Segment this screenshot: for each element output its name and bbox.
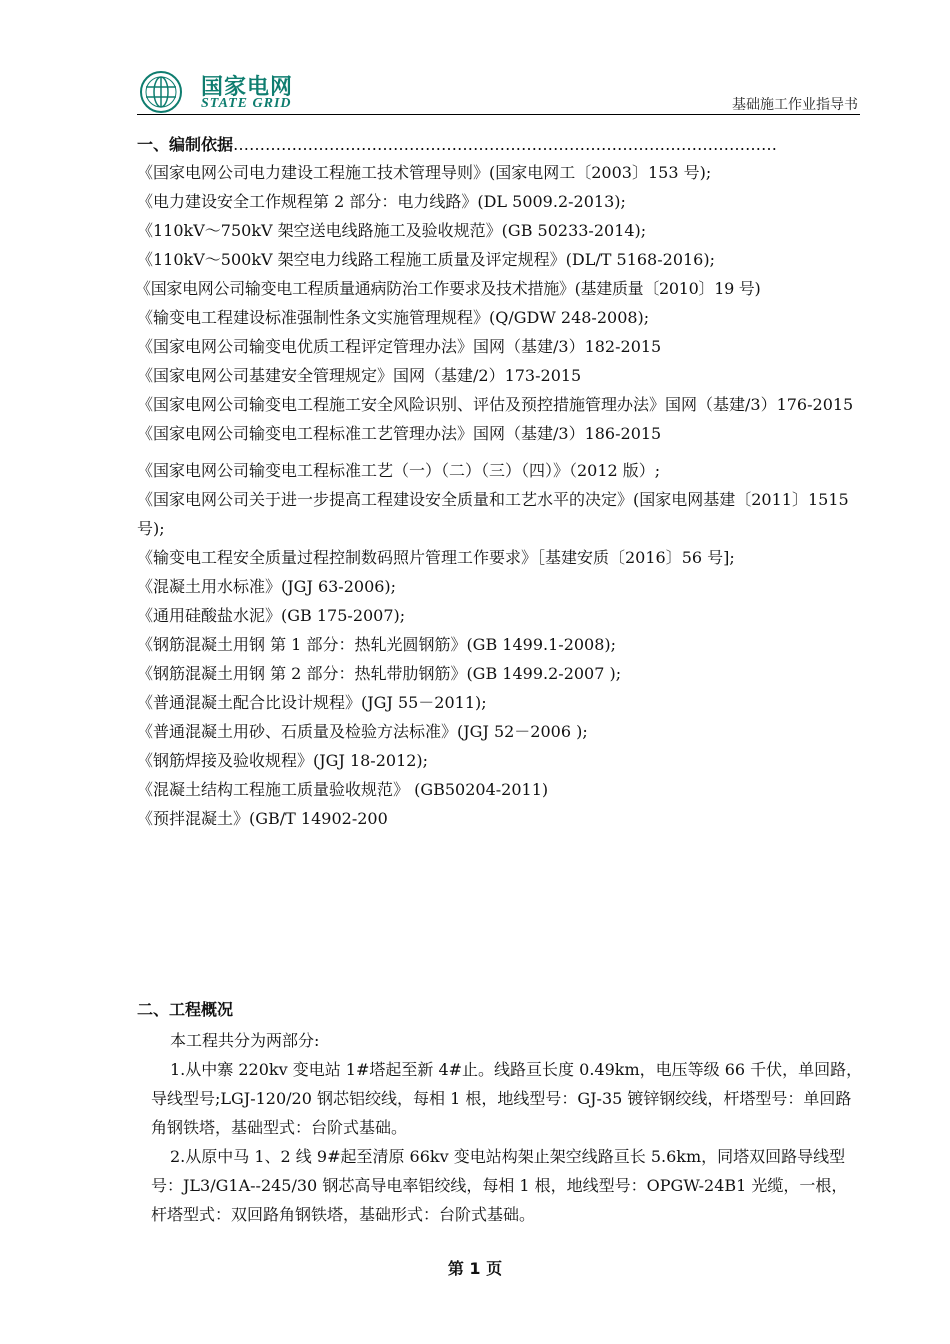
- state-grid-logo: [137, 66, 307, 114]
- reference-item: 《国家电网公司输变电优质工程评定管理办法》国网（基建/3）182-2015: [137, 337, 662, 356]
- reference-item: 《混凝土用水标准》(JGJ 63-2006);: [137, 577, 397, 596]
- reference-item: 《钢筋焊接及验收规程》(JGJ 18-2012);: [137, 751, 429, 770]
- reference-item: 《国家电网公司输变电工程标准工艺管理办法》国网（基建/3）186-2015: [137, 424, 662, 443]
- project-overview: [137, 1026, 863, 1229]
- overview-intro: 本工程共分为两部分:: [170, 1031, 320, 1050]
- toc-leader-dots: …………………………………………………………………………………………: [233, 135, 778, 154]
- reference-item: 《110kV～750kV 架空送电线路施工及验收规范》(GB 50233-2014);: [137, 221, 647, 240]
- reference-item: 《国家电网公司电力建设工程施工技术管理导则》(国家电网工〔2003〕153 号);: [137, 163, 712, 182]
- reference-item: 《国家电网公司输变电工程施工安全风险识别、评估及预控措施管理办法》国网（基建/3）176-2015: [137, 395, 854, 414]
- page-header: [137, 62, 860, 115]
- reference-item: 《钢筋混凝土用钢 第 1 部分：热轧光圆钢筋》(GB 1499.1-2008);: [137, 635, 617, 654]
- logo-chinese-text: 国家电网: [201, 75, 294, 100]
- reference-item: 《钢筋混凝土用钢 第 2 部分：热轧带肋钢筋》(GB 1499.2-2007 );: [137, 664, 622, 683]
- overview-item-2: 2.从原中马 1、2 线 9#起至清原 66kv 变电站构架止架空线路亘长 5.6km，同塔双回路导线型号：JL3/G1A--245/30 钢芯高导电率铝绞线，每相 1 根，地线型号：OPGW-24B1 光缆，一根，杆塔型式：双回路角钢铁塔，基础形式：台阶式基础。: [151, 1147, 848, 1224]
- reference-item: 《电力建设安全工作规程第 2 部分：电力线路》(DL 5009.2-2013);: [137, 192, 626, 211]
- reference-item: 《普通混凝土用砂、石质量及检验方法标准》(JGJ 52－2006 );: [137, 722, 588, 741]
- reference-item: 《预拌混凝土》(GB/T 14902-200: [137, 809, 388, 828]
- logo-english-text: STATE GRID: [201, 96, 292, 111]
- reference-item: 《国家电网公司输变电工程质量通病防治工作要求及技术措施》(基建质量〔2010〕19 号): [135, 279, 761, 298]
- reference-item: 《普通混凝土配合比设计规程》(JGJ 55－2011);: [137, 693, 487, 712]
- reference-list: [137, 158, 863, 833]
- page-number: 第 1 页: [447, 1259, 503, 1278]
- reference-item: 《输变电工程安全质量过程控制数码照片管理工作要求》［基建安质〔2016〕56 号];: [137, 548, 735, 567]
- reference-item: 《混凝土结构工程施工质量验收规范》 (GB50204-2011): [137, 780, 549, 799]
- reference-item: 《国家电网公司关于进一步提高工程建设安全质量和工艺水平的决定》(国家电网基建〔2011〕1515 号);: [137, 490, 849, 538]
- section2-heading: 二、工程概况: [137, 1000, 234, 1019]
- overview-item-1: 1.从中寨 220kv 变电站 1#塔起至新 4#止。线路亘长度 0.49km，电压等级 66 千伏，单回路，导线型号;LGJ-120/20 钢芯铝绞线，每相 1 根，地线型号：GJ-35 镀锌钢绞线，杆塔型号：单回路角钢铁塔，基础型式：台阶式基础。: [151, 1060, 863, 1137]
- reference-item: 《国家电网公司基建安全管理规定》国网（基建/2）173-2015: [137, 366, 582, 385]
- reference-item: 《国家电网公司输变电工程标准工艺（一）（二）（三）（四）》（2012 版）;: [137, 461, 661, 480]
- reference-item: 《输变电工程建设标准强制性条文实施管理规程》(Q/GDW 248-2008);: [137, 308, 650, 327]
- section1-heading: [137, 132, 777, 155]
- state-grid-emblem-icon: [137, 70, 185, 114]
- reference-item: 《110kV～500kV 架空电力线路工程施工质量及评定规程》(DL/T 5168-2016);: [137, 250, 715, 269]
- section1-heading-text: 一、编制依据: [137, 135, 234, 154]
- document-title: 基础施工作业指导书: [732, 97, 858, 113]
- reference-item: 《通用硅酸盐水泥》(GB 175-2007);: [137, 606, 406, 625]
